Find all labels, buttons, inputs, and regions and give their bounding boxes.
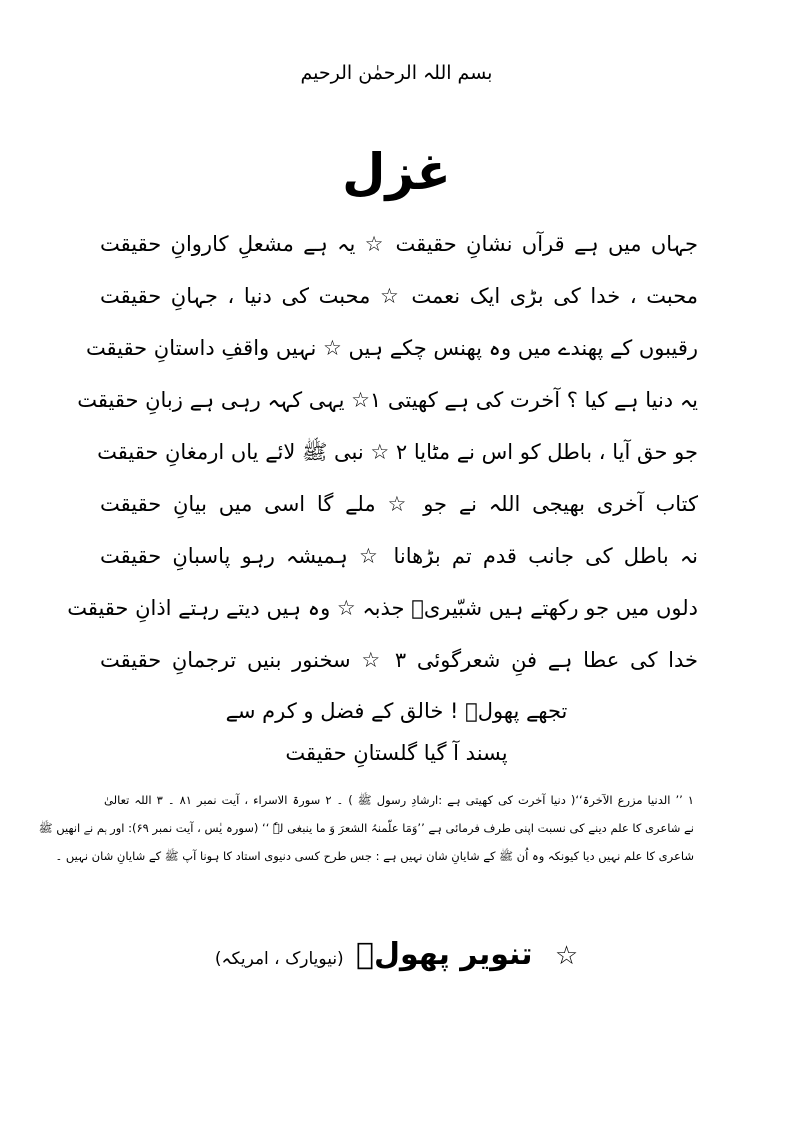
poet-name: تنویر پھولؔ — [355, 937, 533, 972]
poem-title: غزل — [342, 143, 451, 201]
star-icon: ☆ — [554, 941, 579, 971]
poet-location: (نیویارک ، امریکہ) — [214, 949, 344, 969]
verse-line: جو حق آیا ، باطل کو اس نے مٹایا ۲ ☆ نبی ﷺ لائے یاں ارمغانِ حقیقت — [97, 440, 698, 464]
verse-line: محبت ، خدا کی بڑی ایک نعمت ☆ محبت کی دنیا ، جہانِ حقیقت — [100, 284, 698, 308]
final-couplet-line: پسند آ گیا گلستانِ حقیقت — [285, 741, 508, 765]
verse-line: جہاں میں ہے قرآں نشانِ حقیقت ☆ یہ ہے مشعلِ کاروانِ حقیقت — [100, 232, 698, 256]
footnote-line: نے شاعری کا علم دینے کی نسبت اپنی طرف فرمائی ہے ’’وَمَا علّمنہُ الشعرَ وَ ما ینبغی لہٗ ‘‘ (سورہ یٰس ، آیت نمبر ۶۹): اور ہم نے انھیں ﷺ — [38, 821, 694, 835]
bismillah: بسم اللہ الرحمٰن الرحیم — [300, 62, 493, 84]
verse-line: یہ دنیا ہے کیا ؟ آخرت کی ہے کھیتی ۱☆ یہی کہہ رہی ہے زبانِ حقیقت — [77, 388, 698, 412]
footnote-line: شاعری کا علم نہیں دیا کیونکہ وہ اُن ﷺ کے شایانِ شان نہیں ہے : جس طرح کسی دنیوی استاد کا ہونا آپ ﷺ کے شایانِ شان نہیں ۔ — [55, 849, 694, 863]
footnotes — [38, 786, 694, 870]
verse-line: دلوں میں جو رکھتے ہیں شبّیریؓ جذبہ ☆ وہ ہیں دیتے رہتے اذانِ حقیقت — [67, 596, 698, 620]
verse-line: رقیبوں کے پھندے میں وہ پھنس چکے ہیں ☆ نہیں واقفِ داستانِ حقیقت — [85, 336, 698, 360]
verse-list — [67, 218, 698, 686]
verse-line: کتاب آخری بھیجی اللہ نے جو ☆ ملے گا اسی میں بیانِ حقیقت — [100, 492, 698, 516]
final-couplet-line: تجھے پھولؔ ! خالق کے فضل و کرم سے — [225, 699, 568, 723]
verse-line: نہ باطل کی جانب قدم تم بڑھانا ☆ ہمیشہ رہو پاسبانِ حقیقت — [100, 544, 698, 568]
footnote-line: ۱ ’’ الدنیا مزرع الآخرۃ‘‘( دنیا آخرت کی کھیتی ہے :ارشادِ رسول ﷺ ) ۔ ۲ سورۃ الاسراء ، آیت نمبر ۸۱ ۔ ۳ اللہ تعالیٰ — [104, 793, 694, 807]
verse-line: خدا کی عطا ہے فنِ شعرگوئی ۳ ☆ سخنور بنیں ترجمانِ حقیقت — [100, 648, 698, 672]
signature — [0, 930, 793, 984]
